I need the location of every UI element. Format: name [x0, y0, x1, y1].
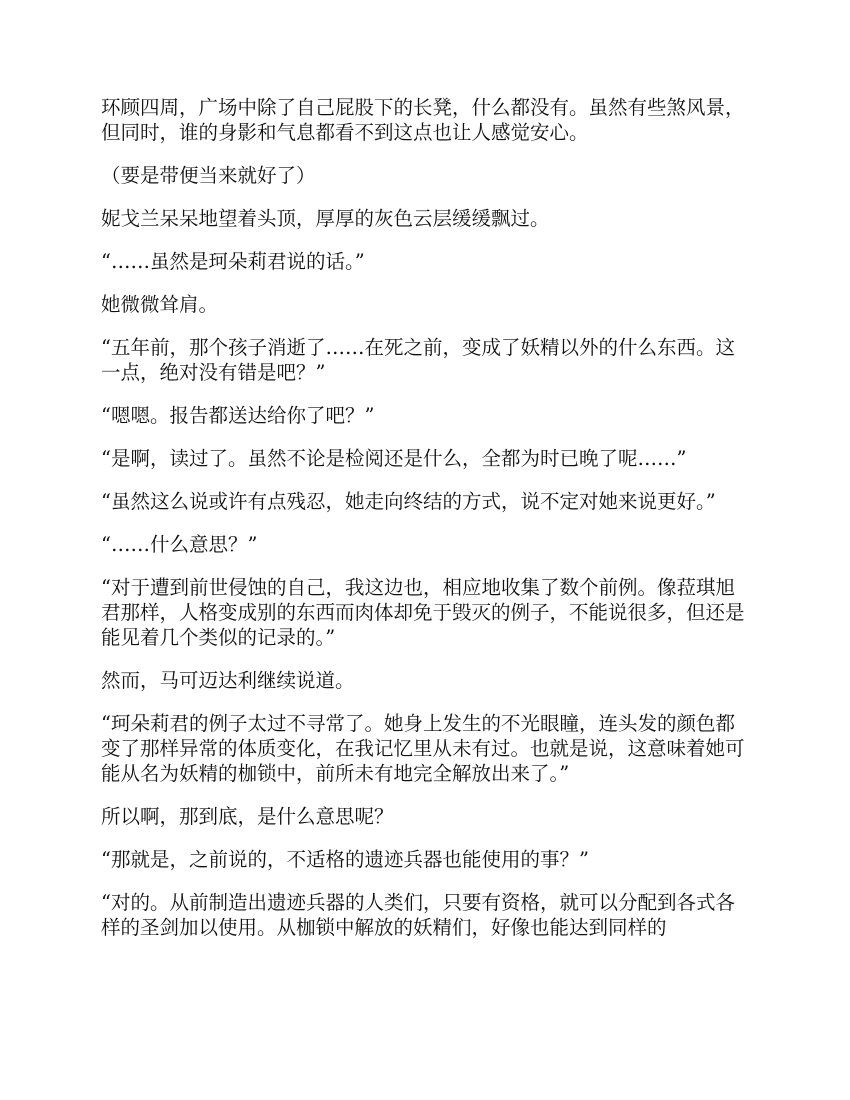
- paragraph-6: “五年前，那个孩子消逝了……在死之前，变成了妖精以外的什么东西。这一点，绝对没有错是吧？”: [101, 336, 735, 384]
- paragraph-14: 所以啊，那到底，是什么意思呢？: [101, 805, 394, 828]
- paragraph-9: “虽然这么说或许有点残忍，她走向终结的方式，说不定对她来说更好。”: [101, 490, 716, 513]
- paragraph-11: “对于遭到前世侵蚀的自己，我这边也，相应地收集了数个前例。像菈琪旭君那样，人格变成别的东西而肉体却免于毁灭的例子，不能说很多，但还是能见着几个类似的记录的。”: [101, 576, 745, 649]
- paragraph-12: 然而，马可迈达利继续说道。: [101, 669, 355, 692]
- paragraph-2: （要是带便当来就好了）: [101, 164, 316, 187]
- paragraph-7: “嗯嗯。报告都送达给你了吧？”: [101, 404, 375, 427]
- paragraph-1: 环顾四周，广场中除了自己屁股下的长凳，什么都没有。虽然有些煞风景，但同时，谁的身影和气息都看不到这点也让人感觉安心。: [101, 96, 745, 144]
- paragraph-8: “是啊，读过了。虽然不论是检阅还是什么，全都为时已晚了呢……”: [101, 447, 687, 470]
- paragraph-3: 妮戈兰呆呆地望着头顶，厚厚的灰色云层缓缓飘过。: [101, 207, 550, 230]
- paragraph-5: 她微微耸肩。: [101, 293, 219, 316]
- document-body: [101, 95, 751, 958]
- paragraph-10: “……什么意思？”: [101, 533, 258, 556]
- paragraph-16: “对的。从前制造出遗迹兵器的人类们，只要有资格，就可以分配到各式各样的圣剑加以使用。从枷锁中解放的妖精们，好像也能达到同样的: [101, 891, 735, 939]
- paragraph-13: “珂朵莉君的例子太过不寻常了。她身上发生的不光眼瞳，连头发的颜色都变了那样异常的体质变化，在我记忆里从未有过。也就是说，这意味着她可能从名为妖精的枷锁中，前所未有地完全解放出来了。”: [101, 712, 745, 785]
- paragraph-4: “……虽然是珂朵莉君说的话。”: [101, 250, 365, 273]
- paragraph-15: “那就是，之前说的，不适格的遗迹兵器也能使用的事？”: [101, 848, 589, 871]
